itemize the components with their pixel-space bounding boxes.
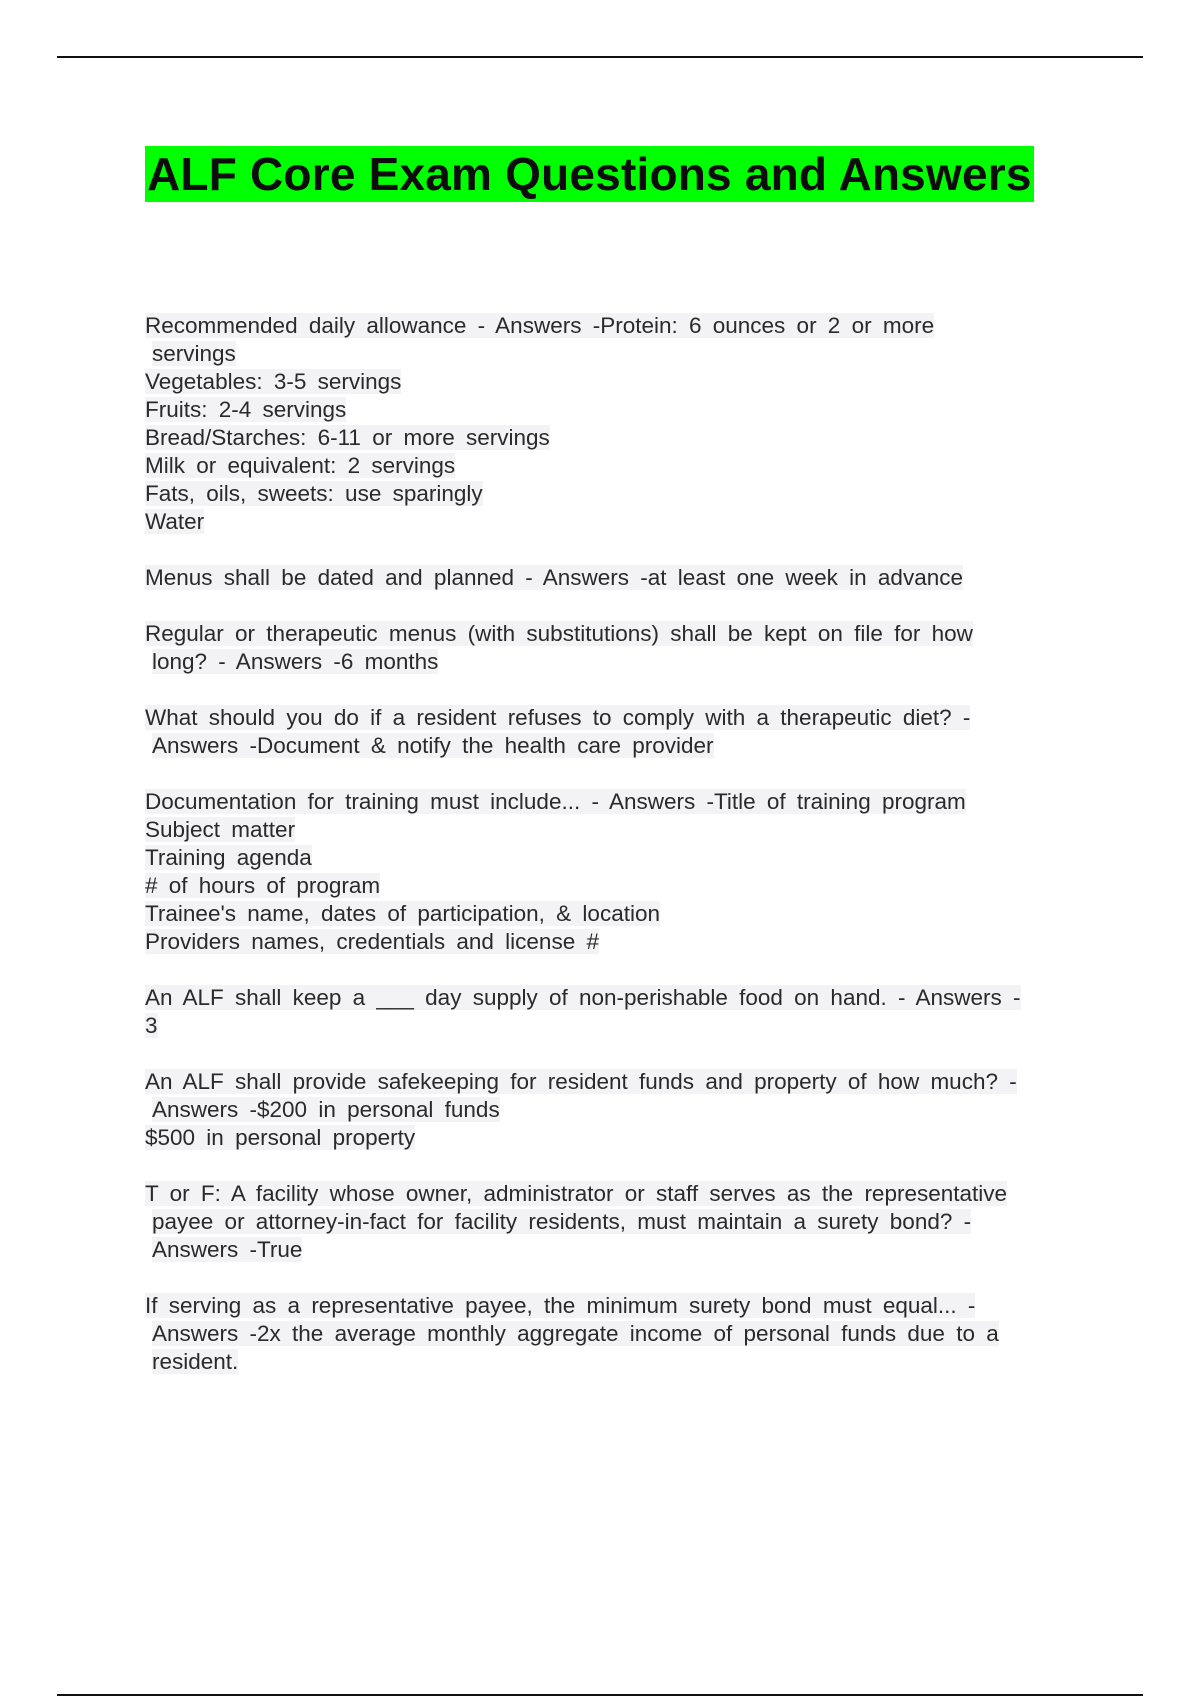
qa-line: Providers names, credentials and license # (145, 929, 599, 954)
qa-line: Fats, oils, sweets: use sparingly (145, 481, 483, 506)
document-title: ALF Core Exam Questions and Answers (147, 148, 1032, 200)
qa-line: 3 (145, 1013, 158, 1038)
qa-line: $500 in personal property (145, 1125, 416, 1150)
qa-line: servings (152, 341, 236, 366)
qa-entry-1 (145, 312, 1085, 536)
qa-line: Water (145, 509, 205, 534)
qa-line: An ALF shall provide safekeeping for resident funds and property of how much? - (145, 1069, 1017, 1094)
qa-line: Fruits: 2-4 servings (145, 397, 347, 422)
qa-line: Vegetables: 3-5 servings (145, 369, 402, 394)
qa-line: Documentation for training must include... - Answers -Title of training program (145, 789, 966, 814)
qa-line: Answers -$200 in personal funds (152, 1097, 500, 1122)
qa-line: Answers -Document & notify the health care provider (152, 733, 714, 758)
qa-line: Bread/Starches: 6-11 or more servings (145, 425, 550, 450)
qa-entry-9 (145, 1292, 1085, 1376)
qa-line: resident. (152, 1349, 239, 1374)
qa-line: What should you do if a resident refuses to comply with a therapeutic diet? - (145, 705, 971, 730)
qa-line: long? - Answers -6 months (152, 649, 439, 674)
qa-line: Menus shall be dated and planned - Answers -at least one week in advance (145, 565, 963, 590)
qa-line: Answers -2x the average monthly aggregate income of personal funds due to a (152, 1321, 999, 1346)
qa-entry-4 (145, 704, 1085, 760)
qa-entry-6 (145, 984, 1085, 1040)
qa-entry-3 (145, 620, 1085, 676)
bottom-rule (57, 1694, 1143, 1696)
qa-entry-5 (145, 788, 1085, 956)
qa-line: payee or attorney-in-fact for facility residents, must maintain a surety bond? - (152, 1209, 972, 1234)
qa-line: If serving as a representative payee, the minimum surety bond must equal... - (145, 1293, 976, 1318)
qa-line: Training agenda (145, 845, 312, 870)
qa-entry-7 (145, 1068, 1085, 1152)
qa-line: # of hours of program (145, 873, 381, 898)
qa-entry-8 (145, 1180, 1085, 1264)
qa-line: T or F: A facility whose owner, administrator or staff serves as the representative (145, 1181, 1008, 1206)
qa-line: Subject matter (145, 817, 296, 842)
qa-line: Milk or equivalent: 2 servings (145, 453, 456, 478)
qa-line: Answers -True (152, 1237, 303, 1262)
title-block (145, 146, 1034, 202)
qa-entry-2 (145, 564, 1085, 592)
qa-line: Recommended daily allowance - Answers -Protein: 6 ounces or 2 or more (145, 313, 935, 338)
top-rule (57, 56, 1143, 58)
qa-line: Regular or therapeutic menus (with substitutions) shall be kept on file for how (145, 621, 973, 646)
qa-content (145, 312, 1085, 1404)
qa-line: An ALF shall keep a ___ day supply of non-perishable food on hand. - Answers - (145, 985, 1021, 1010)
qa-line: Trainee's name, dates of participation, & location (145, 901, 660, 926)
